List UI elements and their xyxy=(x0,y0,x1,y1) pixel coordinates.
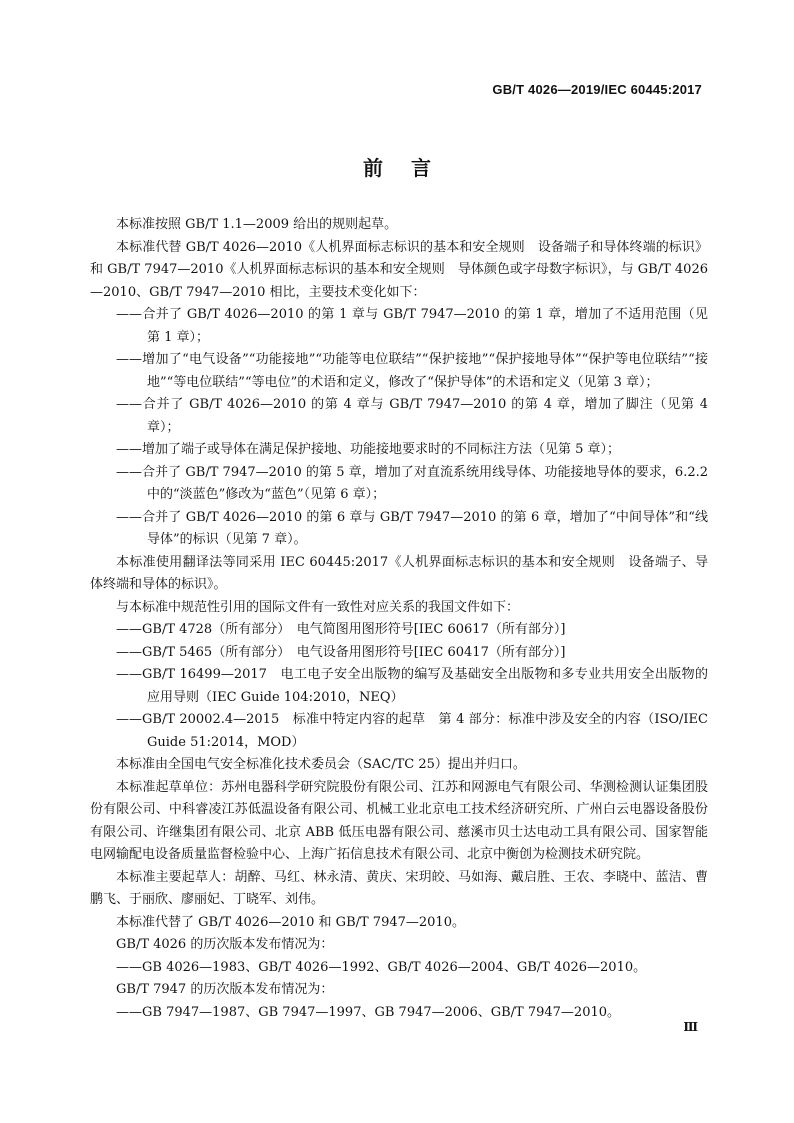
paragraph: 本标准主要起草人：胡醉、马红、林永清、黄庆、宋玥皎、马如海、戴启胜、王农、李晓中、蓝洁、曹鹏飞、于丽欣、廖丽妃、丁晓军、刘伟。 xyxy=(90,869,708,907)
paragraph: 本标准起草单位：苏州电器科学研究院股份有限公司、江苏和网源电气有限公司、华测检测认证集团股份有限公司、中科睿凌江苏低温设备有限公司、机械工业北京电工技术经济研究所、广州白云电器设备股份有限公司、许继集团有限公司、北京 ABB 低压电器有限公司、慈溪市贝士达电动工具有限公司、国家智能电网输配电设备质量监督检验中心、上海广拓信息技术有限公司、北京中衡创为检测技术研究院。 xyxy=(90,779,708,862)
page-title: 前言 xyxy=(363,156,459,180)
list-item: ——合并了 GB/T 4026—2010 的第 1 章与 GB/T 7947—2010 的第 1 章，增加了不适用范围（见第 1 章）； xyxy=(116,307,708,345)
list-item: ——GB 4026—1983、GB/T 4026—1992、GB/T 4026—2004、GB/T 4026—2010。 xyxy=(116,959,647,975)
paragraph: 本标准按照 GB/T 1.1—2009 给出的规则起草。 xyxy=(116,217,398,232)
standard-code-header: GB/T 4026—2019/IEC 60445:2017 xyxy=(492,82,702,97)
list-item: ——GB 7947—1987、GB 7947—1997、GB 7947—2006、GB/T 7947—2010。 xyxy=(116,1004,621,1020)
list-item: ——GB/T 5465（所有部分） 电气设备用图形符号[IEC 60417（所有部分）] xyxy=(116,644,566,660)
list-item: ——增加了“电气设备”“功能接地”“功能等电位联结”“保护接地”“保护接地导体”“保护等电位联结”“接地”“等电位联结”“等电位”的术语和定义，修改了“保护导体”的术语和定义（见第 3 章）； xyxy=(116,352,708,390)
paragraph: GB/T 4026 的历次版本发布情况为： xyxy=(116,937,334,952)
list-item: ——合并了 GB/T 7947—2010 的第 5 章，增加了对直流系统用线导体、功能接地导体的要求，6.2.2 中的“淡蓝色”修改为“蓝色”（见第 6 章）； xyxy=(116,464,713,502)
paragraph: 本标准代替 GB/T 4026—2010《人机界面标志标识的基本和安全规则 设备端子和导体终端的标识》和 GB/T 7947—2010《人机界面标志标识的基本和安全规则 导体颜色或字母数字标识》，与 GB/T 4026—2010、GB/T 7947—2010 相比，主要技术变化如下： xyxy=(90,239,708,300)
list-item: ——合并了 GB/T 4026—2010 的第 6 章与 GB/T 7947—2010 的第 6 章，增加了“中间导体”和“线导体”的标识（见第 7 章）。 xyxy=(116,509,708,547)
list-item: ——GB/T 4728（所有部分） 电气简图用图形符号[IEC 60617（所有部分）] xyxy=(116,622,566,637)
paragraph: 本标准使用翻译法等同采用 IEC 60445:2017《人机界面标志标识的基本和安全规则 设备端子、导体终端和导体的标识》。 xyxy=(90,554,708,592)
paragraph: GB/T 7947 的历次版本发布情况为： xyxy=(116,982,334,997)
paragraph: 本标准代替了 GB/T 4026—2010 和 GB/T 7947—2010。 xyxy=(116,914,465,930)
list-item: ——GB/T 20002.4—2015 标准中特定内容的起草 第 4 部分：标准中涉及安全的内容（ISO/IEC Guide 51:2014，MOD） xyxy=(116,712,713,750)
paragraph: 与本标准中规范性引用的国际文件有一致性对应关系的我国文件如下： xyxy=(116,599,520,615)
list-item: ——合并了 GB/T 4026—2010 的第 4 章与 GB/T 7947—2010 的第 4 章，增加了脚注（见第 4 章）； xyxy=(116,397,713,435)
list-item: ——GB/T 16499—2017 电工电子安全出版物的编写及基础安全出版物和多专业共用安全出版物的应用导则（IEC Guide 104:2010，NEQ） xyxy=(116,667,708,705)
paragraph: 本标准由全国电气安全标准化技术委员会（SAC/TC 25）提出并归口。 xyxy=(116,757,526,772)
page-number: Ⅲ xyxy=(683,1020,698,1034)
document-body xyxy=(90,214,713,1024)
list-item: ——增加了端子或导体在满足保护接地、功能接地要求时的不同标注方法（见第 5 章）； xyxy=(116,442,621,457)
